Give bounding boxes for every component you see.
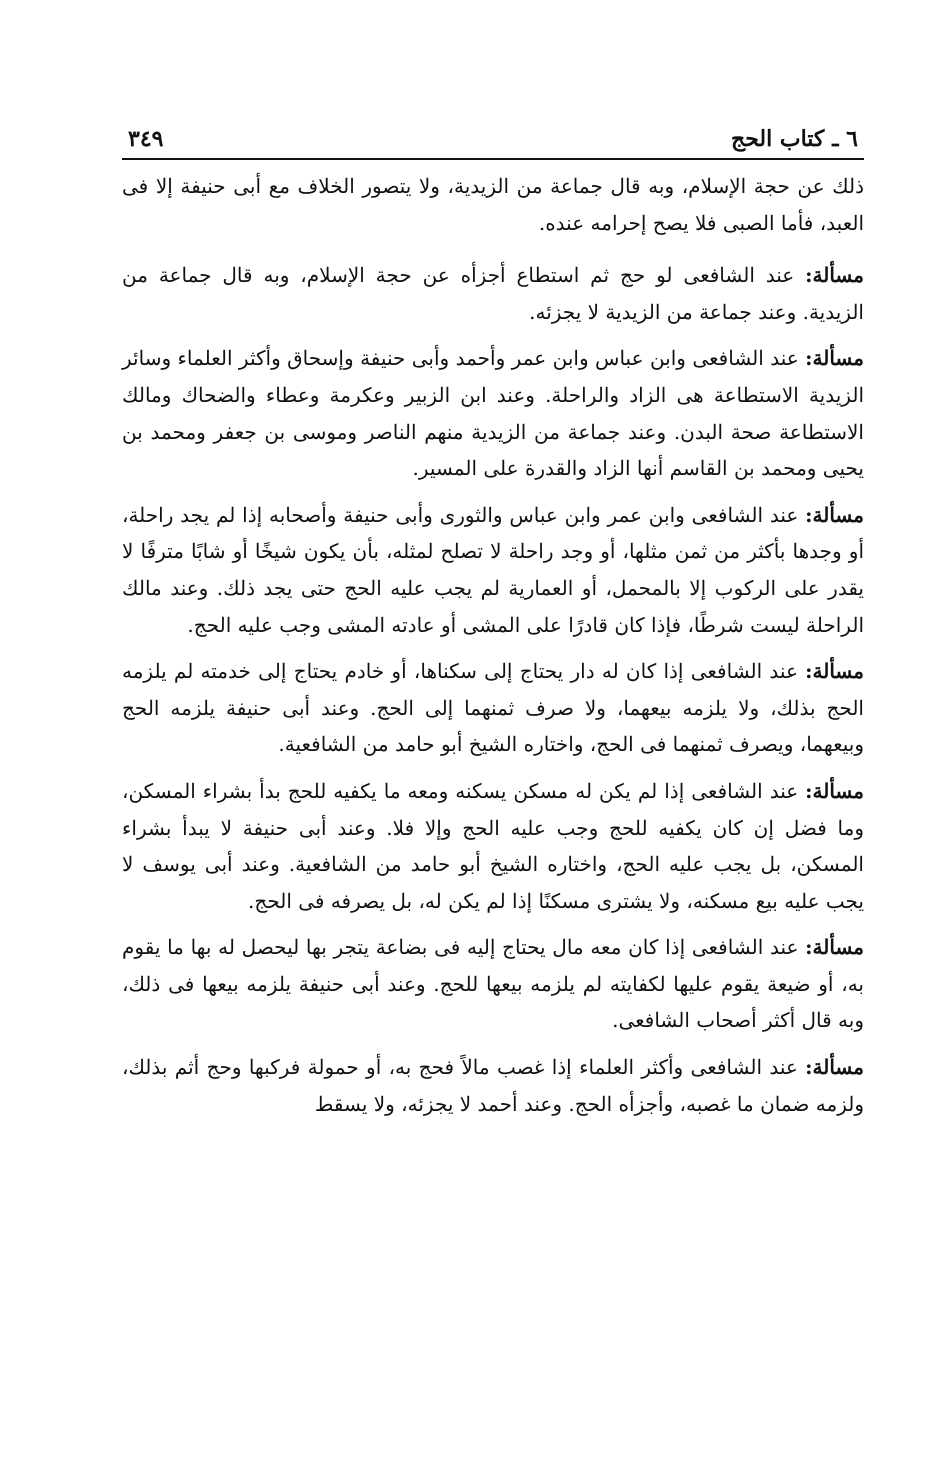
paragraph-text: عند الشافعى إذا لم يكن له مسكن يسكنه ومعه ما يكفيه للحج بدأ بشراء المسكن، وما فضل إن كان يكفيه للحج وجب عليه الحج وإلا فلا. وعند أبى حنيفة لا يبدأ بشراء المسكن، بل يجب عليه الحج، واختاره الشيخ أبو حامد من الشافعية. وعند أبى يوسف لا يجب عليه بيع مسكنه، ولا يشترى مسكنًا إذا لم يكن له، بل يصرفه فى الحج.: [122, 778, 864, 913]
paragraph-masala: [122, 773, 864, 919]
paragraph-text: ذلك عن حجة الإسلام، وبه قال جماعة من الزيدية، ولا يتصور الخلاف مع أبى حنيفة إلا فى العبد، فأما الصبى فلا يصح إحرامه عنده.: [122, 174, 864, 235]
masala-heading: مسألة:: [805, 263, 864, 288]
masala-heading: مسألة:: [805, 935, 865, 960]
paragraph-masala: [122, 653, 864, 763]
paragraph-text: عند الشافعى إذا كان له دار يحتاج إلى سكناها، أو خادم يحتاج إلى خدمته لم يلزمه الحج بذلك، ولا يلزمه بيعهما، ولا صرف ثمنهما إلى الحج. وعند أبى حنيفة يلزمه الحج وبيعهما، ويصرف ثمنهما فى الحج، واختاره الشيخ أبو حامد من الشافعية.: [122, 659, 864, 757]
masala-heading: مسألة:: [805, 1055, 864, 1080]
masala-heading: مسألة:: [805, 659, 864, 684]
running-header: [122, 120, 864, 160]
paragraph-text: عند الشافعى إذا كان معه مال يحتاج إليه فى بضاعة يتجر بها ليحصل له بها ما يقوم به، أو ضيعة يقوم عليها لكفايته لم يلزمه بيعها للحج. وعند أبى حنيفة يلزمه بيعها فى ذلك، وبه قال أكثر أصحاب الشافعى.: [122, 935, 864, 1033]
paragraph-masala: [122, 340, 864, 486]
paragraph-text: عند الشافعى وأكثر العلماء إذا غصب مالاً فحج به، أو حمولة فركبها وحج أثم بذلك، ولزمه ضمان ما غصبه، وأجزأه الحج. وعند أحمد لا يجزئه، ولا يسقط: [122, 1055, 864, 1116]
paragraph-text: عند الشافعى وابن عباس وابن عمر وأحمد وأبى حنيفة وإسحاق وأكثر العلماء وسائر الزيدية الاستطاعة هى الزاد والراحلة. وعند ابن الزبير وعكرمة وعطاء والضحاك ومالك الاستطاعة صحة البدن. وعند جماعة من الزيدية منهم الناصر وموسى بن جعفر ومحمد بن يحيى ومحمد بن القاسم أنها الزاد والقدرة على المسير.: [122, 346, 864, 481]
paragraph-masala: [122, 929, 864, 1039]
paragraph-continuation: [122, 168, 864, 241]
masala-heading: مسألة:: [805, 778, 864, 803]
book-page: [122, 120, 864, 1132]
paragraph-masala: [122, 497, 864, 643]
paragraph-text: عند الشافعى وابن عمر وابن عباس والثورى وأبى حنيفة وأصحابه إذا لم يجد راحلة، أو وجدها بأكثر من ثمن مثلها، أو وجد راحلة لا تصلح لمثله، بأن يكون شيخًا أو شابًا مترفًا لا يقدر على الركوب إلا بالمحمل، أو العمارية لم يجب عليه الحج حتى يجد ذلك. وعند مالك الراحلة ليست شرطًا، فإذا كان قادرًا على المشى أو عادته المشى وجب عليه الحج.: [122, 502, 864, 637]
paragraph-masala: [122, 1049, 864, 1122]
masala-heading: مسألة:: [805, 502, 864, 527]
masala-heading: مسألة:: [805, 346, 864, 371]
page-number: ٣٤٩: [128, 126, 164, 152]
body-text: [122, 168, 864, 1122]
chapter-title: ٦ ـ كتاب الحج: [731, 126, 858, 152]
paragraph-text: عند الشافعى لو حج ثم استطاع أجزأه عن حجة الإسلام، وبه قال جماعة من الزيدية. وعند جماعة من الزيدية لا يجزئه.: [122, 263, 864, 324]
paragraph-masala: [122, 257, 864, 330]
